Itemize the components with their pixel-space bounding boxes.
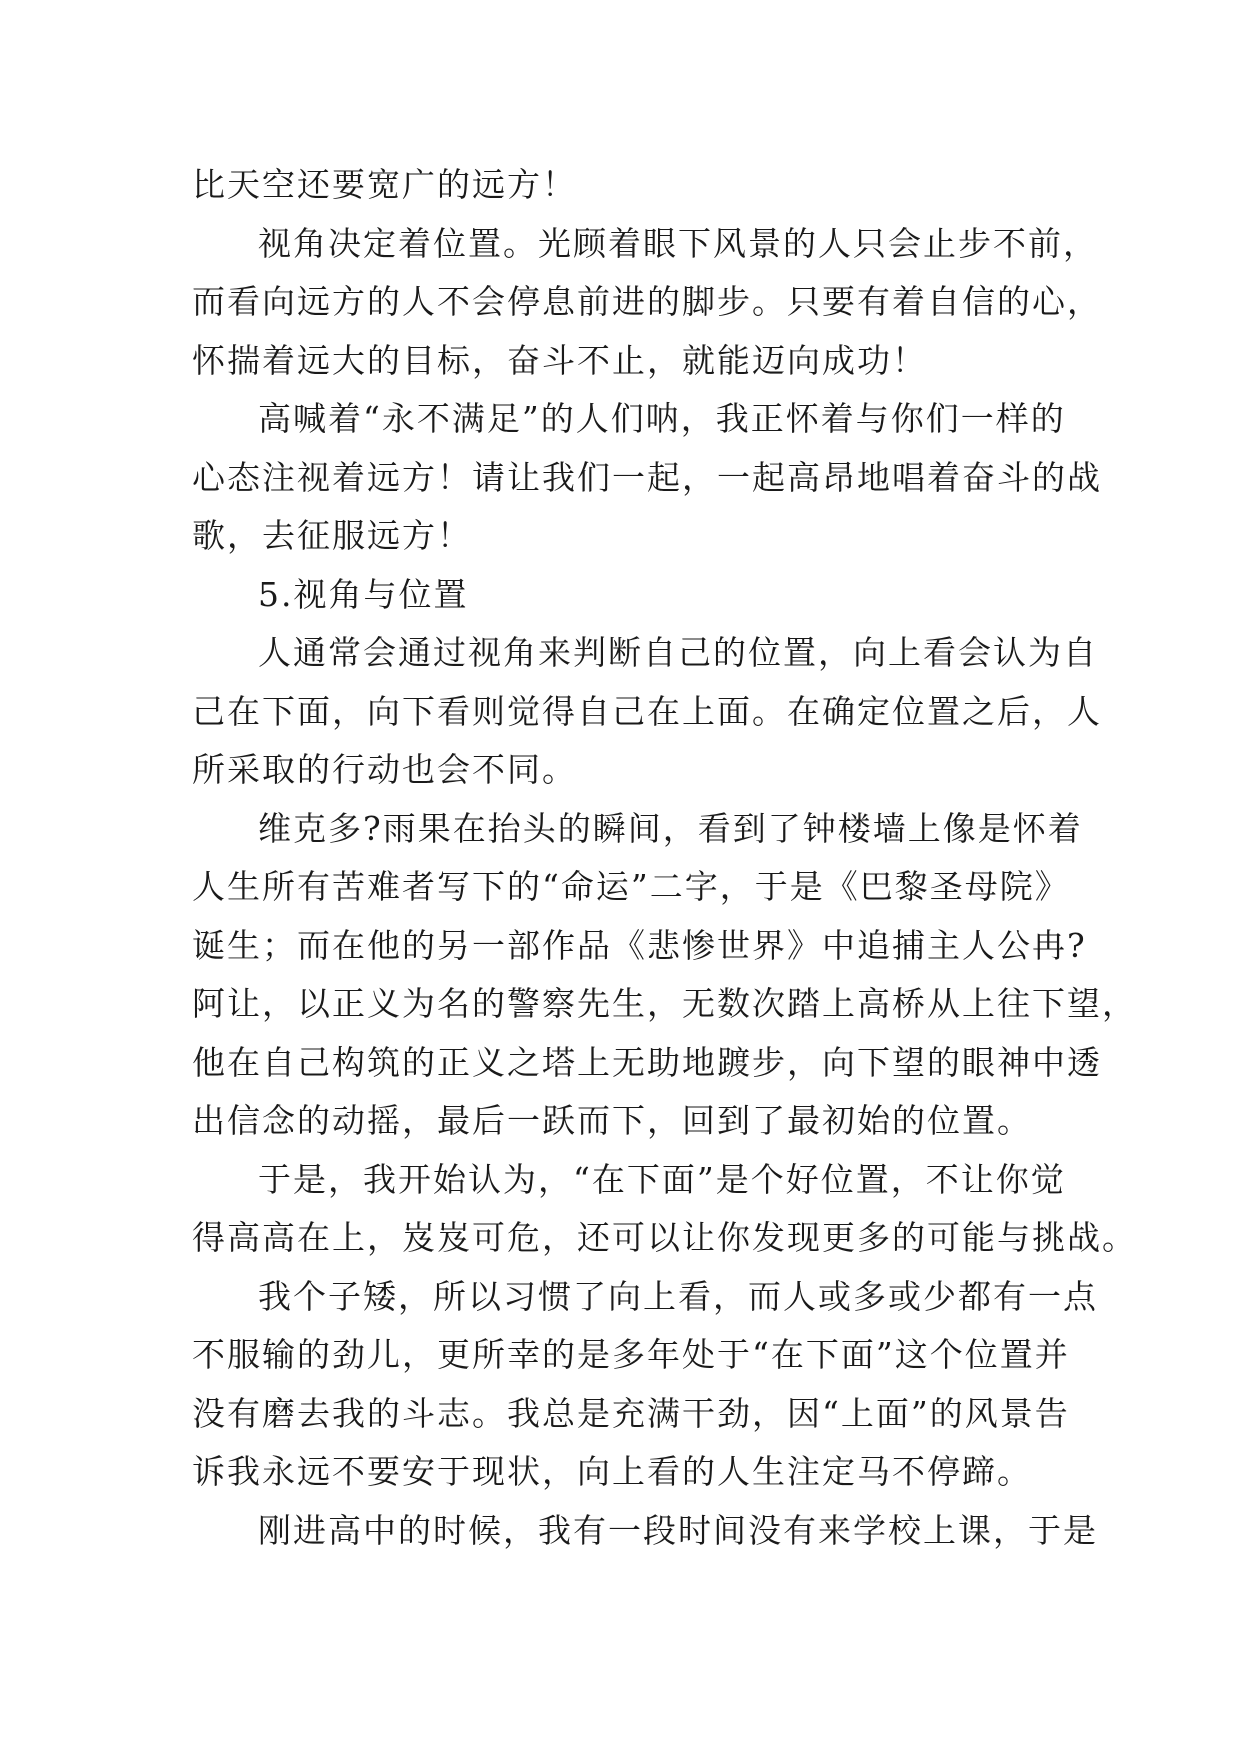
text-line: 得高高在上，岌岌可危，还可以让你发现更多的可能与挑战。 [192, 1218, 1137, 1257]
text-line: 出信念的动摇，最后一跃而下，回到了最初始的位置。 [192, 1101, 1032, 1140]
text-line: 我个子矮，所以习惯了向上看，而人或多或少都有一点 [258, 1276, 1098, 1316]
text-line: 于是，我开始认为，“在下面”是个好位置，不让你觉 [258, 1159, 1066, 1199]
text-line: 比天空还要宽广的远方！ [192, 165, 577, 204]
text-line: 怀揣着远大的目标，奋斗不止，就能迈向成功！ [192, 340, 927, 380]
text-line: 歌，去征服远方！ [192, 516, 472, 555]
text-line: 5.视角与位置 [258, 574, 469, 614]
body-text [192, 156, 1137, 1560]
text-line: 心态注视着远方！请让我们一起，一起高昂地唱着奋斗的战 [192, 457, 1102, 497]
text-line: 人生所有苦难者写下的“命运”二字，于是《巴黎圣母院》 [192, 867, 1070, 906]
text-line: 刚进高中的时候，我有一段时间没有来学校上课，于是 [258, 1510, 1098, 1550]
text-line: 不服输的劲儿，更所幸的是多年处于“在下面”这个位置并 [192, 1335, 1070, 1374]
text-line: 视角决定着位置。光顾着眼下风景的人只会止步不前， [258, 223, 1098, 263]
text-line: 没有磨去我的斗志。我总是充满干劲，因“上面”的风景告 [192, 1393, 1070, 1433]
text-line: 人通常会通过视角来判断自己的位置，向上看会认为自 [258, 633, 1098, 672]
text-line: 他在自己构筑的正义之塔上无助地踱步，向下望的眼神中透 [192, 1042, 1102, 1082]
text-line: 诞生；而在他的另一部作品《悲惨世界》中追捕主人公冉? [192, 925, 1087, 965]
text-line: 而看向远方的人不会停息前进的脚步。只要有着自信的心， [192, 282, 1102, 321]
text-line: 高喊着“永不满足”的人们呐，我正怀着与你们一样的 [258, 399, 1066, 438]
text-line: 己在下面，向下看则觉得自己在上面。在确定位置之后，人 [192, 691, 1102, 731]
text-line: 所采取的行动也会不同。 [192, 750, 577, 789]
text-line: 维克多?雨果在抬头的瞬间，看到了钟楼墙上像是怀着 [258, 808, 1083, 848]
text-line: 阿让，以正义为名的警察先生，无数次踏上高桥从上往下望， [192, 984, 1137, 1023]
text-line: 诉我永远不要安于现状，向上看的人生注定马不停蹄。 [192, 1452, 1032, 1491]
